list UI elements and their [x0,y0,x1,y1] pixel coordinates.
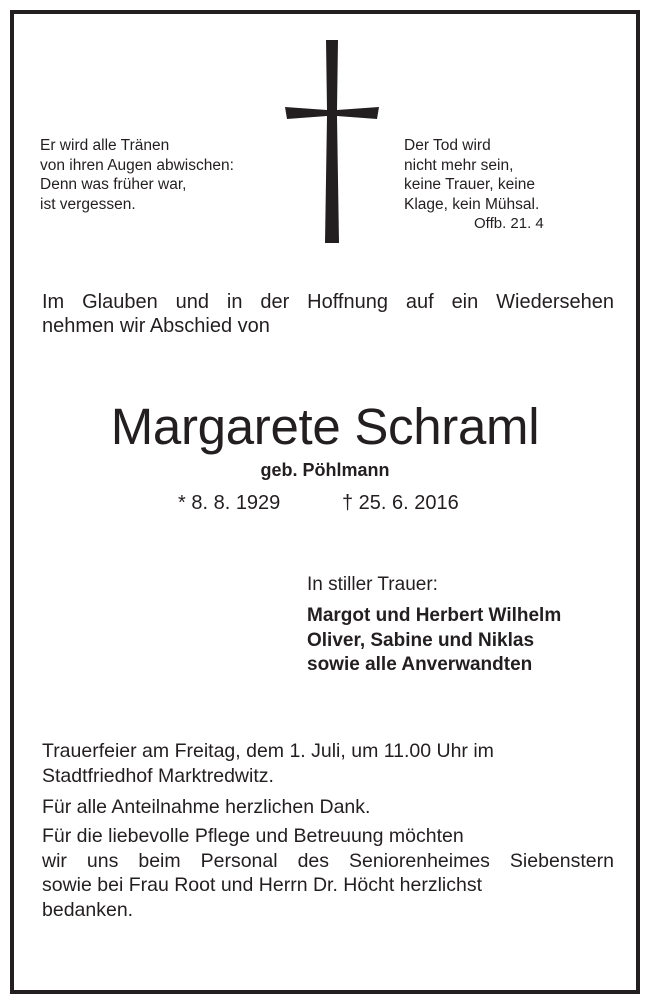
mourner-line: sowie alle Anverwandten [307,654,533,675]
care-thanks-line: bedanken. [42,898,134,921]
verse-line: Denn was früher war, [40,176,187,193]
care-thanks-line: Für die liebevolle Pflege und Betreuung möchten [42,825,464,847]
verse-line: ist vergessen. [40,195,136,213]
service-line: Trauerfeier am Freitag, dem 1. Juli, um 11.00 Uhr im [42,740,494,762]
intro-text [42,290,614,338]
latin-cross-icon [280,38,384,246]
bible-verse-left [40,136,234,214]
care-thanks-text [42,824,614,922]
verse-line: keine Trauer, keine [404,176,535,193]
verse-line: Der Tod wird [404,137,491,154]
thanks-line: Für alle Anteilnahme herzlichen Dank. [42,796,371,818]
deceased-name: Margarete Schraml [110,398,540,455]
mourners-list [307,604,561,678]
intro-line: nehmen wir Abschied von [42,315,270,337]
death-date: † 25. 6. 2016 [342,492,459,514]
bible-verse-right [404,136,539,214]
thanks-text [42,795,614,820]
intro-line: Im Glauben und in der Hoffnung auf ein Wiedersehen [42,291,614,313]
verse-line: Klage, kein Mühsal. [404,195,540,213]
mourner-line: Oliver, Sabine und Niklas [307,629,535,651]
service-line: Stadtfriedhof Marktredwitz. [42,764,274,787]
verse-source: Offb. 21. 4 [474,215,544,232]
mourner-line: Margot und Herbert Wilhelm [307,605,562,626]
verse-line: von ihren Augen abwischen: [40,156,234,174]
maiden-name: geb. Pöhlmann [260,460,390,480]
verse-line: Er wird alle Tränen [40,137,170,154]
funeral-service-info [42,739,614,788]
care-thanks-line: sowie bei Frau Root und Herrn Dr. Höcht herzlichst [42,874,483,896]
verse-line: nicht mehr sein, [404,156,514,174]
birth-date: * 8. 8. 1929 [178,492,281,514]
obituary-notice [10,10,640,994]
care-thanks-line: wir uns beim Personal des Seniorenheimes Siebenstern [42,849,614,872]
mourning-label: In stiller Trauer: [307,574,438,595]
